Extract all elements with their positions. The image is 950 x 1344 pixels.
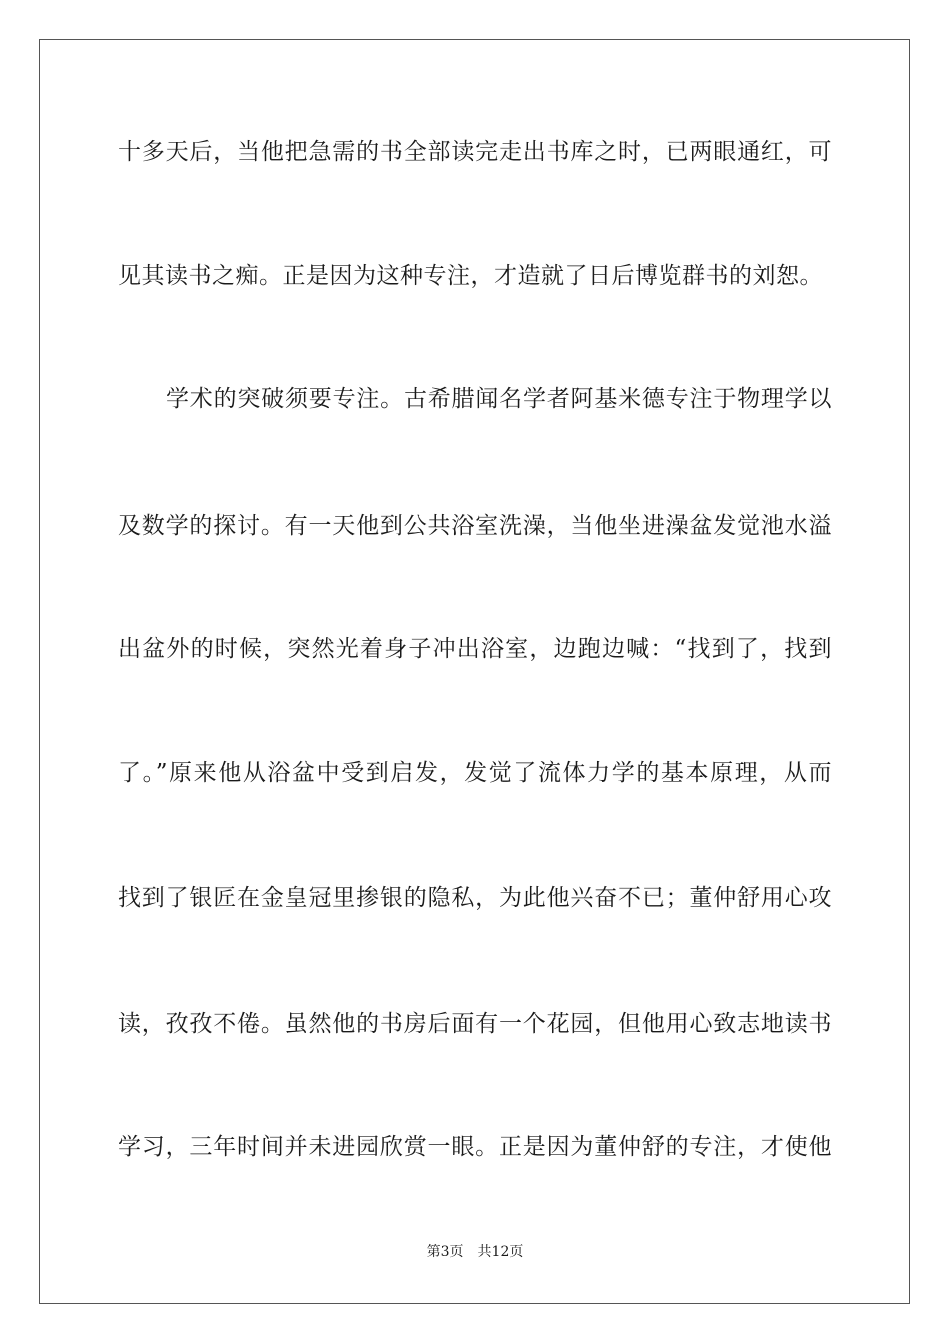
page-border <box>39 39 910 1304</box>
text-line-7: 找到了银匠在金皇冠里掺银的隐私，为此他兴奋不已；董仲舒用心攻 <box>118 885 832 911</box>
text-line-9: 学习，三年时间并未进园欣赏一眼。正是因为董仲舒的专注，才使他 <box>118 1134 832 1160</box>
page-number: 第3页 <box>426 1244 464 1260</box>
text-line-5: 出盆外的时候，突然光着身子冲出浴室，边跑边喊：“找到了，找到 <box>118 636 832 662</box>
page-footer <box>0 1242 950 1262</box>
text-line-6: 了。”原来他从浴盆中受到启发，发觉了流体力学的基本原理，从而 <box>118 760 832 786</box>
text-line-1: 十多天后，当他把急需的书全部读完走出书库之时，已两眼通红，可 <box>118 139 832 165</box>
page-total: 共12页 <box>477 1244 524 1260</box>
text-line-2: 见其读书之痴。正是因为这种专注，才造就了日后博览群书的刘恕。 <box>118 263 823 289</box>
text-line-8: 读，孜孜不倦。虽然他的书房后面有一个花园，但他用心致志地读书 <box>118 1011 832 1037</box>
text-line-4: 及数学的探讨。有一天他到公共浴室洗澡，当他坐进澡盆发觉池水溢 <box>118 513 832 539</box>
paragraph-start-line: 学术的突破须要专注。古希腊闻名学者阿基米德专注于物理学以 <box>166 386 832 412</box>
